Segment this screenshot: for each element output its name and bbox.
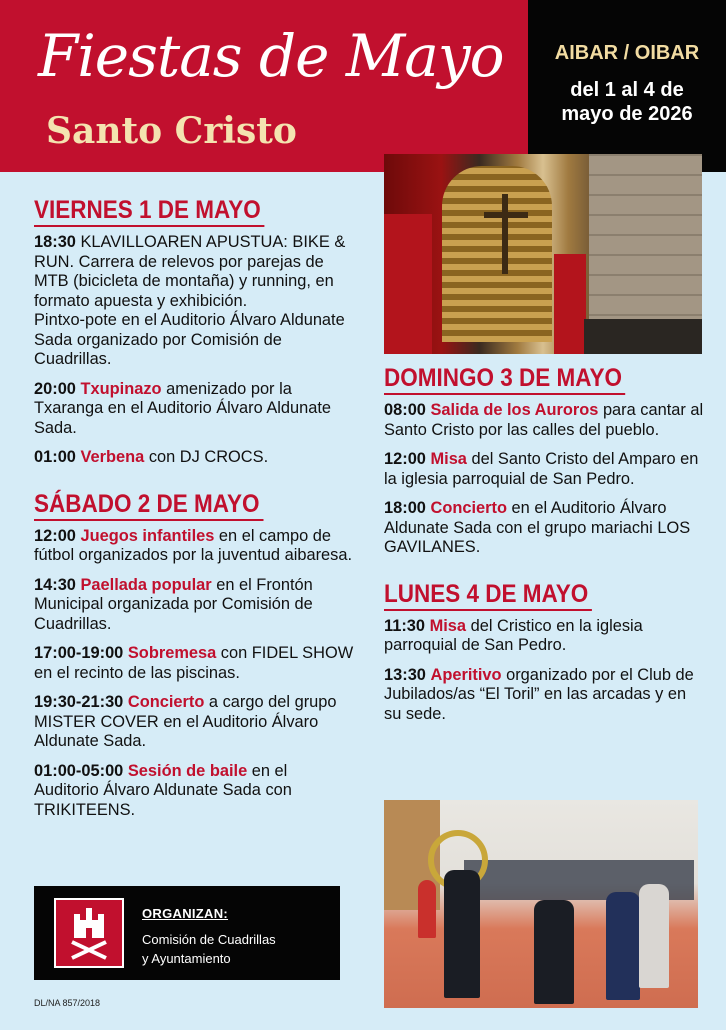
event-item: [34, 693, 354, 752]
event-item: [34, 380, 354, 439]
day-friday: [34, 196, 354, 468]
event-time: 11:30: [384, 616, 426, 635]
band-photo: [384, 800, 698, 1008]
event-highlight: Juegos infantiles: [80, 526, 215, 545]
schedule-right-column: [384, 364, 704, 734]
event-item: [34, 576, 354, 635]
event-text: en el Frontón Municipal organizada por Comisión de Cuadrillas.: [34, 575, 313, 633]
day-heading: SÁBADO 2 DE MAYO: [34, 490, 263, 521]
event-item: [34, 644, 354, 683]
legal-deposit: DL/NA 857/2018: [34, 998, 101, 1008]
event-item: [34, 233, 354, 370]
event-highlight: Salida de los Auroros: [430, 401, 599, 419]
event-time: 18:00: [384, 499, 426, 517]
event-highlight: Concierto: [127, 693, 205, 711]
day-heading: LUNES 4 DE MAYO: [384, 580, 592, 611]
event-time: 12:00: [384, 450, 426, 468]
event-text: para cantar al Santo Cristo por las calles del pueblo.: [384, 401, 704, 439]
poster-title: Fiestas de Mayo: [38, 22, 504, 90]
organizers-text: [142, 930, 332, 968]
event-extra: Pintxo-pote en el Auditorio Álvaro Aldunate Sada organizado por Comisión de Cuadrillas.: [34, 311, 345, 368]
event-item: [384, 450, 704, 489]
event-time: 19:30-21:30: [34, 693, 124, 711]
event-text: del Santo Cristo del Amparo en la iglesia parroquial de San Pedro.: [384, 450, 699, 488]
event-text: amenizado por la Txaranga en el Auditorio Álvaro Aldunate Sada.: [34, 379, 332, 437]
event-time: 08:00: [384, 401, 426, 419]
altar-photo: [384, 154, 702, 354]
event-time: 20:00: [34, 379, 76, 398]
event-time: 18:30: [34, 233, 76, 251]
event-item: [34, 527, 354, 566]
organizers-line-2: y Ayuntamiento: [142, 951, 231, 966]
day-saturday: [34, 490, 354, 821]
organizers-box: [34, 886, 340, 980]
organizers-title: ORGANIZAN:: [142, 906, 229, 921]
event-highlight: Concierto: [430, 499, 507, 517]
day-heading: VIERNES 1 DE MAYO: [34, 196, 264, 227]
organizers-line-1: Comisión de Cuadrillas: [142, 932, 276, 947]
event-highlight: Paellada popular: [80, 575, 212, 594]
event-item: [384, 617, 704, 656]
event-highlight: Aperitivo: [430, 665, 502, 684]
event-time: 01:00-05:00: [34, 761, 124, 780]
event-highlight: Misa: [429, 616, 467, 635]
event-highlight: Sobremesa: [127, 644, 217, 662]
event-highlight: Verbena: [80, 448, 145, 466]
poster-subtitle: Santo Cristo: [46, 110, 297, 152]
event-text: con FIDEL SHOW en el recinto de las piscinas.: [34, 644, 354, 682]
town-shield-icon: [54, 898, 124, 968]
event-item: [384, 666, 704, 725]
event-highlight: Txupinazo: [80, 379, 162, 398]
event-time: 12:00: [34, 526, 76, 545]
event-item: [34, 448, 354, 468]
place-label: AIBAR / OIBAR: [554, 42, 700, 64]
event-highlight: Misa: [430, 450, 467, 468]
event-text: en el campo de fútbol organizados por la juventud aibaresa.: [34, 526, 353, 564]
day-monday: [384, 580, 704, 725]
event-item: [34, 762, 354, 821]
event-text: en el Auditorio Álvaro Aldunate Sada con TRIKITEENS.: [34, 761, 292, 819]
title-box: [0, 0, 528, 172]
event-text: en el Auditorio Álvaro Aldunate Sada con el grupo mariachi LOS GAVILANES.: [384, 499, 691, 556]
event-text: organizado por el Club de Jubilados/as “El Toril” en las arcadas y en su sede.: [384, 665, 694, 723]
event-time: 14:30: [34, 575, 76, 594]
info-box: [528, 0, 726, 172]
event-time: 01:00: [34, 448, 76, 466]
day-heading: DOMINGO 3 DE MAYO: [384, 364, 626, 395]
schedule-left-column: [34, 196, 354, 830]
dates-label: [528, 78, 726, 126]
dates-line-1: del 1 al 4 de: [570, 79, 684, 101]
day-sunday: [384, 364, 704, 558]
dates-line-2: mayo de 2026: [561, 103, 693, 125]
event-item: [384, 401, 704, 440]
event-text: del Cristico en la iglesia parroquial de San Pedro.: [384, 616, 643, 654]
event-item: [384, 499, 704, 558]
event-time: 13:30: [384, 665, 426, 684]
event-time: 17:00-19:00: [34, 644, 124, 662]
event-text: KLAVILLOAREN APUSTUA: BIKE & RUN. Carrera de relevos por parejas de MTB (bicicleta de montaña) y running, en formato apuesta y exhibición.: [34, 233, 346, 310]
event-text: con DJ CROCS.: [144, 448, 269, 466]
event-highlight: Sesión de baile: [127, 761, 248, 780]
poster-header: [0, 0, 726, 172]
event-text: a cargo del grupo MISTER COVER en el Auditorio Álvaro Aldunate Sada.: [34, 693, 337, 750]
